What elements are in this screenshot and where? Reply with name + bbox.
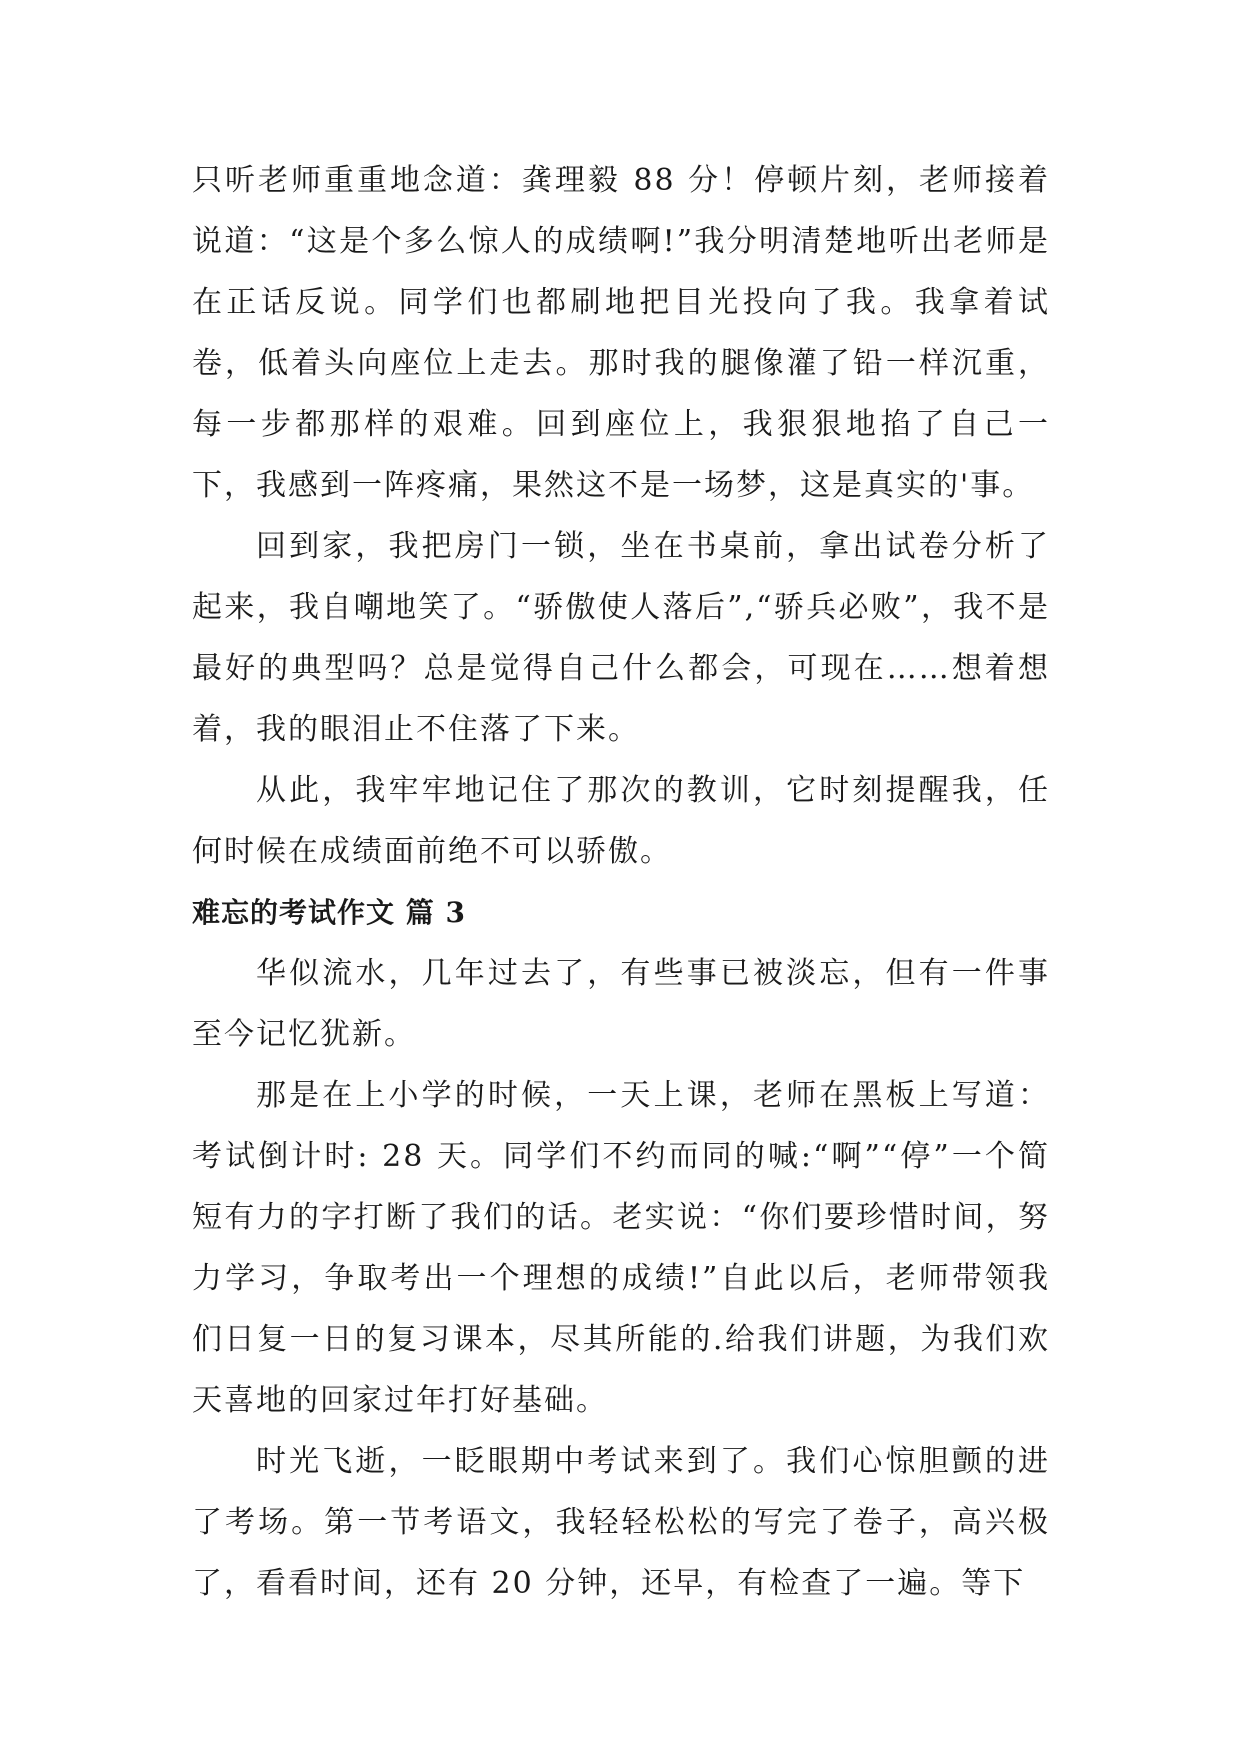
paragraph-1: 只听老师重重地念道：龚理毅 88 分！停顿片刻，老师接着说道：“这是个多么惊人的成绩啊!”我分明清楚地听出老师是在正话反说。同学们也都刷地把目光投向了我。我拿着试卷，低着头向座位上走去。那时我的腿像灌了铅一样沉重，每一步都那样的艰难。回到座位上，我狠狠地掐了自己一下，我感到一阵疼痛，果然这不是一场梦，这是真实的'事。 — [192, 163, 1050, 503]
paragraph-4: 华似流水，几年过去了，有些事已被淡忘，但有一件事至今记忆犹新。 — [192, 956, 1050, 1052]
paragraph-3: 从此，我牢牢地记住了那次的教训，它时刻提醒我，任何时候在成绩面前绝不可以骄傲。 — [192, 773, 1050, 869]
section-heading: 难忘的考试作文 篇 3 — [192, 896, 466, 929]
paragraph-5: 那是在上小学的时候，一天上课，老师在黑板上写道：考试倒计时: 28 天。同学们不约而同的喊:“啊”“停”一个简短有力的字打断了我们的话。老实说：“你们要珍惜时间，努力学习，争取考出一个理想的成绩!”自此以后，老师带领我们日复一日的复习课本，尽其所能的.给我们讲题，为我们欢天喜地的回家过年打好基础。 — [192, 1078, 1050, 1418]
document-page — [192, 150, 1050, 1614]
paragraph-6: 时光飞逝，一眨眼期中考试来到了。我们心惊胆颤的进了考场。第一节考语文，我轻轻松松的写完了卷子，高兴极了，看看时间，还有 20 分钟，还早，有检查了一遍。等下 — [192, 1444, 1050, 1601]
paragraph-2: 回到家，我把房门一锁，坐在书桌前，拿出试卷分析了起来，我自嘲地笑了。“骄傲使人落后”,“骄兵必败”，我不是最好的典型吗？总是觉得自己什么都会，可现在……想着想着，我的眼泪止不住落了下来。 — [192, 529, 1050, 747]
